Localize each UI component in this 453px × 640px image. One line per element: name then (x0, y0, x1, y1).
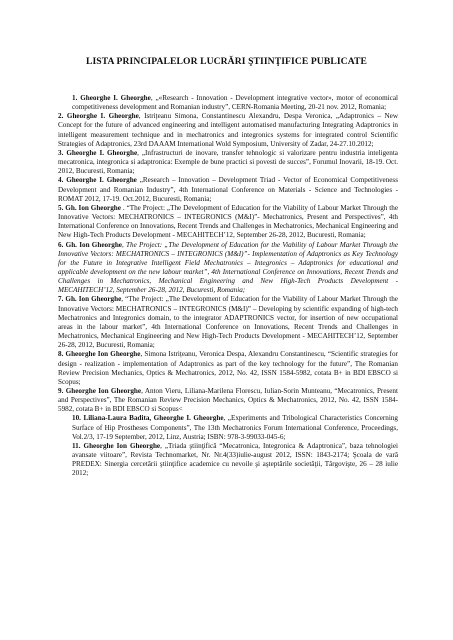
entry-author: Gheorghe Ion Gheorghe (65, 387, 142, 395)
entry-text: , Istrițeanu Simona, Constantinescu Alexandru, Despa Veronica, „Adaptronics – New Concept for the future of advanced engineering and intelligent automatised manufacturing Integrating Adaptronics in intelligent measurement technique and in mechatronics and integronics systems for integrated control Scientific Strategies of Adaptronics, 23rd DAAAM International Wold Symposium, University of Zadar, 24-27.10.2012; (58, 112, 398, 148)
entry-number: 6. (58, 240, 64, 249)
entry-author: Gheorghe Ion Gheorghe (65, 350, 141, 359)
list-item (58, 241, 398, 296)
list-item (58, 149, 398, 176)
page-title: LISTA PRINCIPALELOR LUCRĂRI ŞTIINŢIFICE PUBLICATE (85, 56, 368, 67)
entry-author: Gheorghe I. Gheorghe (66, 176, 137, 185)
publication-list (58, 94, 398, 479)
entry-author: Gheorghe I. Gheorghe (80, 94, 151, 102)
entry-number: 10. (72, 414, 81, 423)
entry-number: 5. (58, 203, 64, 212)
entry-text: , „Experiments and Tribological Characteristics Concerning Surface of Hip Prostheses Components”, The 13th Mechatronics Forum International Conference, Proceedings, Vol.2/3, 17-19 September, 2012, Linz, Austria; ISBN: 978-3-99033-045-6; (72, 414, 398, 441)
list-item (58, 112, 398, 149)
list-item (58, 414, 398, 441)
list-item (58, 204, 398, 241)
entry-text: , “The Project: „The Development of Education for the Viability of Labour Market Through the Innovative Vectors: MECHATRONICS – INTEGRONICS (M&I)” – Developing by scientific expanding of high-tech Mechatronics and Integronics domain, to the integrator ADAPTRONICS vector, for insertion of new occupational areas in the labour market”, 4th International Conference on Innovations, Recent Trends and Challenges in Mechatronics, Mechanical Engineering and New High-Tech Products Development - MECAHITECH’12, September 26-28, 2012, Bucuresti, Romania; (58, 295, 398, 350)
list-item (58, 350, 398, 387)
entry-number: 3. (58, 148, 64, 157)
list-item (58, 295, 398, 350)
entry-text: . “The Project: „The Development of Education for the Viability of Labour Market Through the Innovative Vectors: MECHATRONICS – INTEGRONICS (M&I)”- Mechatronics, Present and Perspectives”, 4th International Conference on Innovations, Recent Trends and Challenges in Mechatronics, Mechanical Engineering and New High-Tech Products Development - MECAHITECH’12, September 26-28, 2012, Bucuresti, Romania; (58, 203, 398, 240)
entry-text: , Anton Vieru, Liliana-Marilena Florescu, Iulian-Sorin Munteanu, “Mecatronics, Present and Perspectives”, The Romanian Review Precision Mechanics, Optics & Mechatronics, 2012, No. 42, ISSN 1584-5982, cotata B+ in BDI EBSCO si Scopus< (58, 387, 398, 414)
entry-author: Gh. Ion Gheorghe (65, 203, 121, 212)
entry-author: Gheorghe I. Gheorghe (66, 148, 138, 157)
entry-author: Gheorghe Ion Gheorghe (83, 441, 161, 450)
entry-author: Gh. Ion Gheorghe (65, 295, 122, 304)
entry-text: , The Project: „The Development of Education for the Viability of Labour Market Through the Innovative Vectors: MECHATRONICS – INTEGRONICS (M&I)”- Implementation of Adaptronics as Key Technology for the Future in Integrative Intelligent Field Mechatronics – Integronics – Adaptronics for educational and applicable development on the new labour market”, 4th International Conference on Innovations, Recent Trends and Challenges in Mechatronics, Mechanical Engineering and New High-Tech Products Development - MECAHITECH’12, September 26-28, 2012, Bucuresti, Romania; (58, 240, 398, 295)
entry-author: Gheorghe I. Gheorghe (66, 112, 139, 121)
entry-text: , „Triada ştiinţifică “Mecatronica, Integronica & Adaptronica”, baza tehnologiei avansate viitoare”, Revista Technomarket, Nr. Nr.4(33)iulie-august 2012, ISSN: 1843-2174; Şcoala de vară PREDEX: Sinergia cercetării ştiinţifice academice cu nevoile şi aşteptările societăţii, Târgovişte, 26 – 28 iulie 2012; (72, 441, 398, 478)
entry-text: , „«Research - Innovation - Development integrative vector», motor of economical competitiveness development and Romanian industry”, CERN-Romania Meeting, 20-21 nov. 2012, Romania; (72, 94, 398, 112)
entry-text: , „Infrastructuri de inovare, transfer tehnologic si valorizare pentru industria inteligenta mecatronica, integronica si adaptronica: Exemple de bune practici si povesti de succes”, Forumul Inovarii, 18-19. Oct. 2012, Bucuresti, Romania; (58, 148, 398, 176)
entry-number: 11. (72, 441, 81, 450)
entry-text: , Simona Istrițeanu, Veronica Despa, Alexandru Constantinescu, “Scientific strategies for design - realization - implementation of Adaptronics as part of the key technology for the future”, The Romanian Review Precision Mechanics, Optics & Mechatronics, 2012, No. 42, ISSN 1584-5982, cotata B+ in BDI EBSCO si Scopus; (58, 350, 398, 386)
entry-author: Liliana-Laura Badita, Gheorghe I. Gheorghe (83, 414, 224, 423)
entry-number: 2. (58, 112, 64, 121)
entry-number: 7. (58, 295, 64, 304)
entry-text: „Research – Innovation – Development Triad - Vector of Economical Competitiveness Development and Romanian Industry”, 4th International Conference on Materials - Science and Technologies - ROMAT 2012, 17-19. Oct.2012, Bucuresti, Romania; (58, 176, 398, 203)
entry-number: 8. (58, 350, 64, 359)
list-item (58, 387, 398, 414)
entry-number: 1. (72, 94, 78, 102)
list-item (58, 94, 398, 112)
entry-number: 4. (58, 176, 64, 185)
entry-number: 9. (58, 387, 64, 395)
entry-author: Gh. Ion Gheorghe (65, 240, 122, 249)
list-item (58, 176, 398, 203)
list-item (58, 442, 398, 479)
